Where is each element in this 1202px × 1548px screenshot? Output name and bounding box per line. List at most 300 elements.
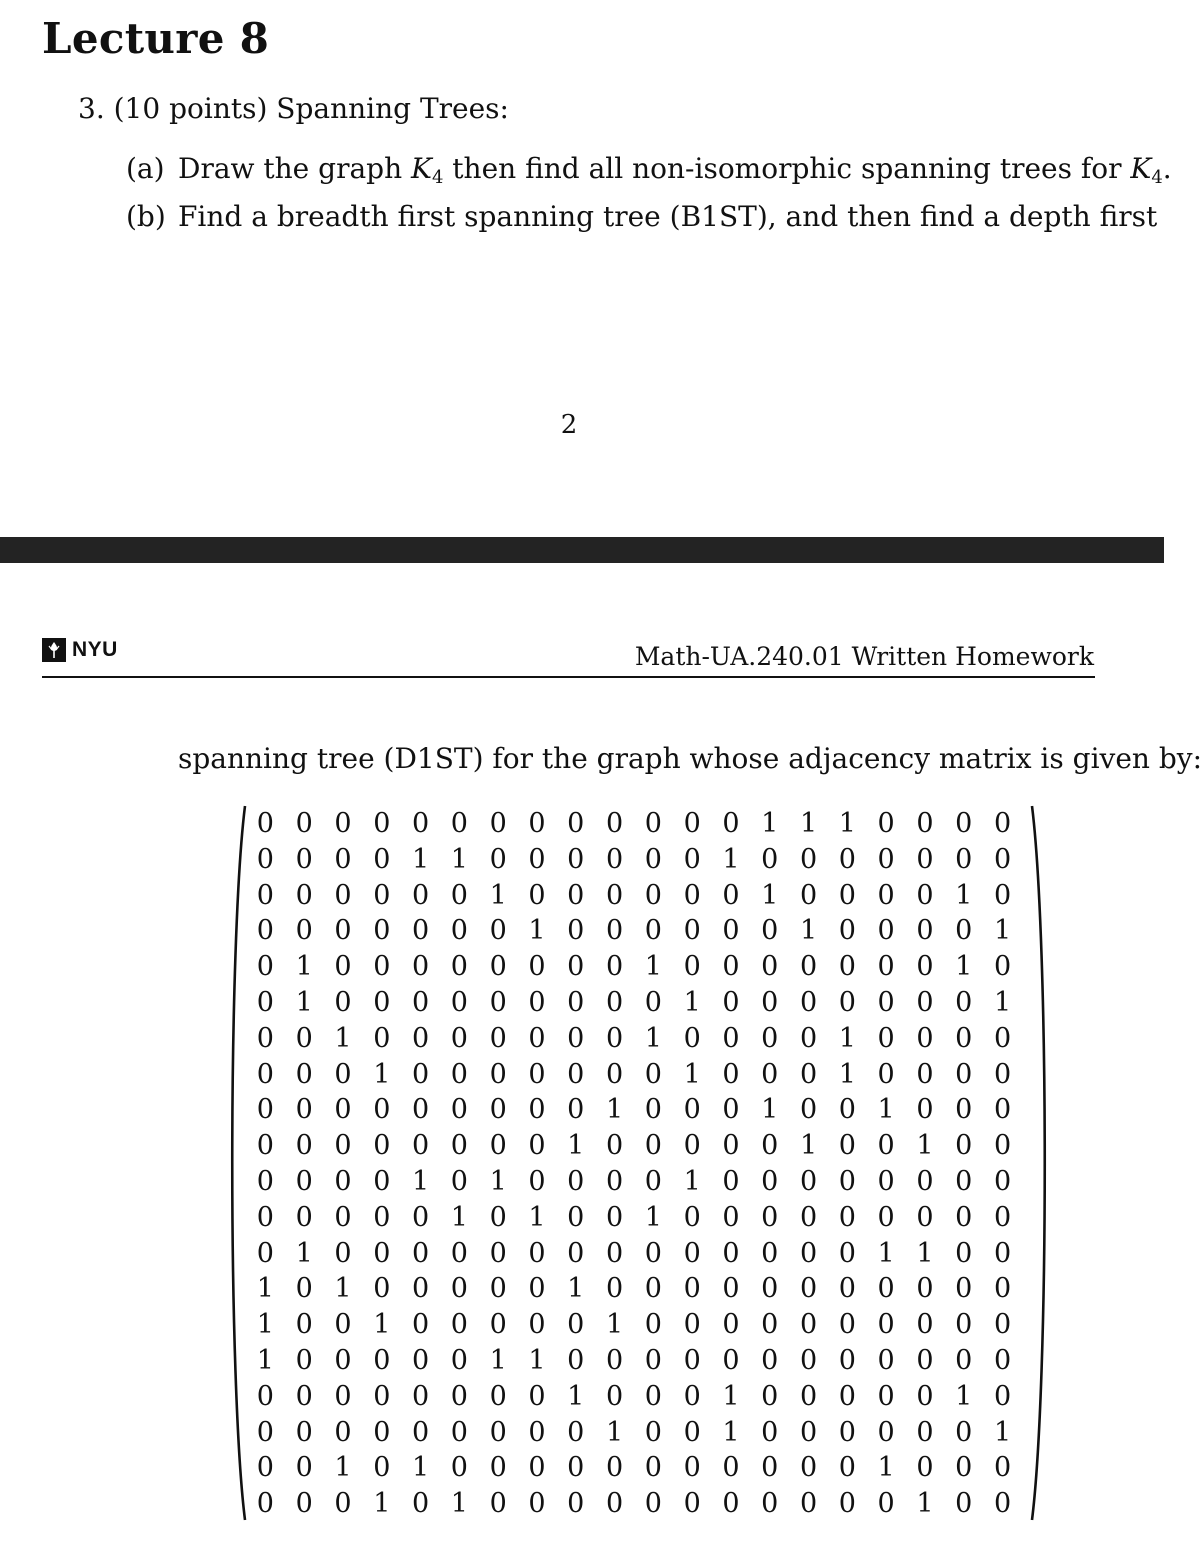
- matrix-cell: 0: [877, 1380, 895, 1412]
- matrix-cell: 0: [722, 1273, 740, 1305]
- matrix-cell: 0: [489, 1022, 507, 1054]
- matrix-cell: 1: [955, 1380, 973, 1412]
- matrix-cell: 0: [450, 879, 468, 911]
- matrix-cell: 1: [450, 1488, 468, 1520]
- matrix-cell: 0: [838, 986, 856, 1018]
- matrix-cell: 0: [256, 879, 274, 911]
- matrix-cell: 0: [450, 986, 468, 1018]
- matrix-cell: 0: [489, 915, 507, 947]
- matrix-cell: 0: [450, 1380, 468, 1412]
- matrix-cell: 0: [605, 1452, 624, 1484]
- matrix-cell: 0: [256, 1416, 274, 1448]
- matrix-cell: 0: [916, 1273, 934, 1305]
- matrix-cell: 0: [528, 1309, 546, 1341]
- matrix-cell: 0: [916, 1094, 934, 1126]
- matrix-cell: 1: [334, 1452, 352, 1484]
- matrix-cell: 0: [761, 1201, 779, 1233]
- matrix-cell: 0: [605, 1488, 624, 1520]
- matrix-cell: 0: [605, 879, 624, 911]
- matrix-cell: 1: [295, 986, 313, 1018]
- matrix-cell: 0: [799, 1022, 818, 1054]
- torch-icon: [42, 638, 66, 662]
- matrix-cell: 0: [567, 1058, 585, 1090]
- part-b-text: Find a breadth first spanning tree (B1ST), and then find a depth first: [178, 200, 1158, 233]
- matrix-cell: 0: [683, 879, 701, 911]
- matrix-cell: 0: [955, 1416, 973, 1448]
- matrix-cell: 0: [722, 879, 740, 911]
- matrix-cell: 0: [916, 1022, 934, 1054]
- matrix-cell: 0: [489, 808, 507, 839]
- matrix-cell: 0: [683, 1309, 701, 1341]
- matrix-cell: 0: [256, 915, 274, 947]
- matrix-cell: 0: [334, 1488, 352, 1520]
- matrix-cell: 0: [295, 808, 313, 839]
- matrix-cell: 0: [528, 1452, 546, 1484]
- matrix-cell: 0: [916, 1344, 934, 1376]
- matrix-cell: 0: [761, 843, 779, 875]
- matrix-cell: 0: [411, 1201, 430, 1233]
- matrix-cell: 0: [993, 1237, 1012, 1269]
- matrix-cell: 0: [993, 951, 1012, 983]
- matrix-cell: 1: [916, 1130, 934, 1162]
- matrix-cell: 0: [334, 1058, 352, 1090]
- matrix-cell: 0: [528, 986, 546, 1018]
- matrix-cell: 1: [838, 1022, 856, 1054]
- matrix-cell: 0: [644, 915, 662, 947]
- matrix-cell: 0: [955, 1201, 973, 1233]
- matrix-cell: 0: [838, 1130, 856, 1162]
- matrix-cell: 1: [334, 1273, 352, 1305]
- matrix-cell: 0: [450, 808, 468, 839]
- matrix-cell: 0: [916, 879, 934, 911]
- matrix-cell: 0: [799, 1273, 818, 1305]
- matrix-cell: 0: [450, 1452, 468, 1484]
- problem-number: 3.: [78, 92, 105, 125]
- matrix-cell: 0: [955, 1344, 973, 1376]
- matrix-cell: 0: [722, 1237, 740, 1269]
- matrix-cell: 0: [916, 843, 934, 875]
- matrix-cell: 0: [489, 951, 507, 983]
- matrix-cell: 0: [916, 915, 934, 947]
- matrix-cell: 0: [683, 915, 701, 947]
- matrix-cell: 0: [644, 986, 662, 1018]
- matrix-cell: 1: [761, 808, 779, 839]
- matrix-cell: 0: [528, 1416, 546, 1448]
- matrix-cell: 0: [450, 951, 468, 983]
- matrix-cell: 0: [334, 986, 352, 1018]
- matrix-cell: 0: [295, 1201, 313, 1233]
- matrix-cell: 0: [722, 1309, 740, 1341]
- matrix-cell: 0: [605, 1344, 624, 1376]
- matrix-cell: 0: [528, 1058, 546, 1090]
- matrix-cell: 0: [644, 1237, 662, 1269]
- matrix-cell: 0: [450, 915, 468, 947]
- matrix-cell: 0: [605, 951, 624, 983]
- matrix-cell: 0: [955, 1309, 973, 1341]
- matrix-cell: 0: [528, 1022, 546, 1054]
- matrix-cell: 0: [411, 879, 430, 911]
- matrix-cell: 0: [644, 1130, 662, 1162]
- matrix-cell: 0: [683, 1201, 701, 1233]
- matrix-cell: 0: [761, 1344, 779, 1376]
- matrix-cell: 0: [877, 1130, 895, 1162]
- matrix-cell: 1: [761, 879, 779, 911]
- matrix-cell: 0: [916, 1058, 934, 1090]
- matrix-cell: 1: [605, 1309, 624, 1341]
- matrix-cell: 0: [722, 986, 740, 1018]
- matrix-cell: 0: [838, 1344, 856, 1376]
- matrix-cell: 0: [605, 1022, 624, 1054]
- matrix-cell: 0: [722, 1165, 740, 1197]
- matrix-cell: 0: [567, 915, 585, 947]
- matrix-cell: 0: [256, 951, 274, 983]
- matrix-cell: 1: [373, 1058, 391, 1090]
- matrix-cell: 1: [838, 808, 856, 839]
- matrix-cell: 0: [644, 1309, 662, 1341]
- matrix-cell: 0: [605, 1058, 624, 1090]
- matrix-cell: 1: [567, 1273, 585, 1305]
- matrix-cell: 1: [411, 1165, 430, 1197]
- matrix-cell: 0: [256, 1094, 274, 1126]
- matrix-cell: 0: [916, 1309, 934, 1341]
- matrix-cell: 0: [373, 1416, 391, 1448]
- matrix-cell: 0: [567, 951, 585, 983]
- matrix-cell: 0: [799, 1380, 818, 1412]
- matrix-cell: 0: [761, 1058, 779, 1090]
- matrix-cell: 0: [761, 986, 779, 1018]
- matrix-cell: 0: [838, 1380, 856, 1412]
- matrix-cell: 0: [295, 1452, 313, 1484]
- matrix-cell: 0: [799, 1201, 818, 1233]
- matrix-cell: 0: [256, 986, 274, 1018]
- matrix-cell: 0: [916, 1416, 934, 1448]
- matrix-cell: 0: [567, 1309, 585, 1341]
- matrix-cell: 0: [722, 808, 740, 839]
- page-number: 2: [560, 410, 578, 440]
- matrix-cell: 0: [799, 1058, 818, 1090]
- matrix-cell: 1: [528, 1344, 546, 1376]
- matrix-cell: 0: [295, 843, 313, 875]
- matrix-cell: 0: [411, 1237, 430, 1269]
- matrix-cell: 0: [373, 1165, 391, 1197]
- matrix-cell: 1: [489, 1165, 507, 1197]
- matrix-cell: 0: [761, 1309, 779, 1341]
- matrix-cell: 0: [489, 1237, 507, 1269]
- matrix-cell: 0: [334, 1416, 352, 1448]
- matrix-cell: 1: [605, 1094, 624, 1126]
- matrix-cell: 0: [489, 1452, 507, 1484]
- matrix-cell: 0: [450, 1130, 468, 1162]
- matrix-cell: 0: [877, 808, 895, 839]
- matrix-cell: 0: [799, 1452, 818, 1484]
- matrix-cell: 0: [567, 1416, 585, 1448]
- matrix-cell: 0: [567, 1488, 585, 1520]
- matrix-cell: 1: [256, 1344, 274, 1376]
- matrix-cell: 0: [295, 1273, 313, 1305]
- matrix-cell: 0: [256, 808, 274, 839]
- matrix-cell: 1: [916, 1488, 934, 1520]
- matrix-cell: 0: [916, 1165, 934, 1197]
- matrix-cell: 1: [799, 808, 818, 839]
- matrix-cell: 0: [877, 1488, 895, 1520]
- matrix-cell: 0: [256, 1452, 274, 1484]
- matrix-cell: 1: [955, 951, 973, 983]
- matrix-cell: 0: [373, 951, 391, 983]
- matrix-cell: 0: [993, 1058, 1012, 1090]
- matrix-cell: 0: [411, 808, 430, 839]
- matrix-cell: 1: [334, 1022, 352, 1054]
- matrix-cell: 0: [683, 1130, 701, 1162]
- matrix-cell: 0: [334, 1094, 352, 1126]
- matrix-cell: 0: [838, 1237, 856, 1269]
- matrix-cell: 1: [916, 1237, 934, 1269]
- matrix-cell: 0: [955, 1165, 973, 1197]
- matrix-cell: 0: [877, 879, 895, 911]
- matrix-cell: 1: [411, 843, 430, 875]
- matrix-cell: 0: [722, 1452, 740, 1484]
- matrix-cell: 1: [450, 1201, 468, 1233]
- matrix-cell: 1: [761, 1094, 779, 1126]
- matrix-cell: 0: [605, 1165, 624, 1197]
- matrix-cell: 0: [993, 1201, 1012, 1233]
- matrix-cell: 0: [722, 1130, 740, 1162]
- matrix-cell: 0: [489, 1309, 507, 1341]
- matrix-cell: 0: [489, 1273, 507, 1305]
- matrix-cell: 0: [411, 1058, 430, 1090]
- matrix-cell: 0: [605, 1237, 624, 1269]
- part-a-text-before: Draw the graph: [178, 152, 412, 185]
- matrix-cell: 0: [683, 1022, 701, 1054]
- matrix-cell: 1: [722, 1380, 740, 1412]
- matrix-cell: 0: [916, 808, 934, 839]
- matrix-cell: 0: [683, 1344, 701, 1376]
- matrix-cell: 0: [644, 1416, 662, 1448]
- matrix-cell: 0: [528, 808, 546, 839]
- matrix-cell: 1: [644, 1201, 662, 1233]
- part-a-label: (a): [126, 152, 165, 185]
- matrix-cell: 0: [993, 1380, 1012, 1412]
- matrix-cell: 0: [411, 1488, 430, 1520]
- matrix-cell: 0: [644, 1058, 662, 1090]
- matrix-cell: 0: [799, 1309, 818, 1341]
- matrix-cell: 0: [567, 1344, 585, 1376]
- matrix-cell: 1: [644, 951, 662, 983]
- matrix-cell: 0: [683, 808, 701, 839]
- matrix-cell: 0: [489, 986, 507, 1018]
- matrix-cell: 0: [838, 1309, 856, 1341]
- matrix-cell: 0: [528, 1165, 546, 1197]
- part-a-math-subscript-2: 4: [1151, 167, 1163, 188]
- matrix-cell: 0: [411, 1309, 430, 1341]
- matrix-cell: 0: [838, 915, 856, 947]
- matrix-cell: 0: [993, 1165, 1012, 1197]
- matrix-cell: 0: [799, 951, 818, 983]
- part-a-text-middle: then find all non-isomorphic spanning trees for: [443, 152, 1131, 185]
- matrix-cell: 0: [955, 1130, 973, 1162]
- matrix-cell: 0: [411, 1344, 430, 1376]
- matrix-cell: 0: [993, 1344, 1012, 1376]
- matrix-cell: 0: [373, 1273, 391, 1305]
- matrix-cell: 0: [605, 1273, 624, 1305]
- matrix-cell: 0: [838, 1452, 856, 1484]
- matrix-cell: 0: [761, 1452, 779, 1484]
- matrix-cell: 0: [489, 1416, 507, 1448]
- matrix-cell: 0: [605, 915, 624, 947]
- matrix-cell: 0: [489, 843, 507, 875]
- matrix-cell: 0: [295, 1488, 313, 1520]
- matrix-cell: 1: [683, 1058, 701, 1090]
- matrix-cell: 0: [644, 1094, 662, 1126]
- header-rule: [42, 676, 1095, 678]
- matrix-cell: 0: [722, 1201, 740, 1233]
- matrix-cell: 0: [838, 1488, 856, 1520]
- matrix-cell: 1: [722, 1416, 740, 1448]
- matrix-cell: 0: [761, 1130, 779, 1162]
- matrix-cell: 0: [567, 1452, 585, 1484]
- matrix-cell: 0: [644, 808, 662, 839]
- matrix-cell: 1: [528, 1201, 546, 1233]
- matrix-cell: 0: [450, 1416, 468, 1448]
- matrix-cell: 0: [489, 1058, 507, 1090]
- matrix-cell: 0: [877, 915, 895, 947]
- matrix-cell: 0: [722, 1344, 740, 1376]
- matrix-cell: 1: [450, 843, 468, 875]
- matrix-cell: 0: [295, 1094, 313, 1126]
- matrix-cell: 0: [295, 1380, 313, 1412]
- matrix-cell: 0: [373, 915, 391, 947]
- matrix-cell: 1: [799, 915, 818, 947]
- matrix-cell: 0: [334, 1130, 352, 1162]
- page-divider: [0, 537, 1164, 563]
- matrix-cell: 0: [955, 1452, 973, 1484]
- matrix-cell: 0: [644, 1165, 662, 1197]
- matrix-cell: 0: [411, 986, 430, 1018]
- matrix-cell: 0: [295, 1165, 313, 1197]
- matrix-cell: 0: [334, 808, 352, 839]
- matrix-cell: 1: [838, 1058, 856, 1090]
- matrix-cell: 0: [683, 1452, 701, 1484]
- matrix-cell: 0: [295, 1416, 313, 1448]
- matrix-cell: 0: [295, 1309, 313, 1341]
- matrix-cell: 0: [799, 1094, 818, 1126]
- matrix-cell: 0: [877, 1058, 895, 1090]
- matrix-cell: 0: [683, 1237, 701, 1269]
- matrix-cell: 1: [877, 1237, 895, 1269]
- matrix-cell: 0: [373, 986, 391, 1018]
- matrix-cell: 0: [334, 951, 352, 983]
- matrix-cell: 0: [683, 1488, 701, 1520]
- matrix-cell: 0: [993, 1273, 1012, 1305]
- part-a-math-k: K: [411, 152, 432, 185]
- matrix-cell: 1: [256, 1273, 274, 1305]
- matrix-cell: 0: [567, 879, 585, 911]
- matrix-cell: 0: [450, 1022, 468, 1054]
- matrix-cell: 0: [877, 1273, 895, 1305]
- matrix-cell: 0: [295, 915, 313, 947]
- matrix-cell: 0: [567, 1094, 585, 1126]
- matrix-cell: 0: [373, 1237, 391, 1269]
- matrix-cell: 0: [722, 1058, 740, 1090]
- matrix-cell: 1: [295, 951, 313, 983]
- matrix-cell: 0: [644, 1488, 662, 1520]
- matrix-cell: 0: [993, 1309, 1012, 1341]
- matrix-cell: 1: [295, 1237, 313, 1269]
- matrix-cell: 0: [955, 915, 973, 947]
- matrix-cell: 0: [993, 808, 1012, 839]
- matrix-cell: 0: [799, 1344, 818, 1376]
- matrix-cell: 0: [411, 1380, 430, 1412]
- matrix-cell: 0: [993, 1094, 1012, 1126]
- matrix-cell: 0: [683, 951, 701, 983]
- matrix-cell: 0: [411, 1094, 430, 1126]
- matrix-cell: 1: [683, 1165, 701, 1197]
- matrix-cell: 0: [295, 1130, 313, 1162]
- matrix-cell: 0: [799, 1416, 818, 1448]
- matrix-cell: 0: [722, 915, 740, 947]
- matrix-cell: 0: [838, 1094, 856, 1126]
- matrix-cell: 0: [295, 1058, 313, 1090]
- matrix-cell: 1: [993, 915, 1012, 947]
- matrix-cell: 0: [567, 1022, 585, 1054]
- matrix-cell: 0: [722, 1488, 740, 1520]
- part-a-math-subscript: 4: [431, 167, 444, 188]
- matrix-cell: 0: [373, 1022, 391, 1054]
- matrix-cell: 0: [373, 1380, 391, 1412]
- matrix-cell: 0: [838, 951, 856, 983]
- matrix-cell: 0: [916, 986, 934, 1018]
- part-a: [126, 152, 1172, 188]
- matrix-cell: 0: [799, 1488, 818, 1520]
- matrix-cell: 0: [761, 1380, 779, 1412]
- matrix-cell: 0: [334, 915, 352, 947]
- matrix-cell: 1: [256, 1309, 274, 1341]
- matrix-cell: 0: [916, 1201, 934, 1233]
- matrix-cell: 0: [838, 879, 856, 911]
- adjacency-matrix: [226, 802, 1051, 1524]
- matrix-cell: 0: [761, 915, 779, 947]
- matrix-cell: 1: [993, 986, 1012, 1018]
- matrix-cell: 1: [799, 1130, 818, 1162]
- matrix-cell: 1: [683, 986, 701, 1018]
- matrix-cell: 0: [761, 1416, 779, 1448]
- matrix-cell: 0: [528, 1130, 546, 1162]
- matrix-cell: 0: [528, 879, 546, 911]
- nyu-logo: [42, 638, 118, 662]
- matrix-cell: 0: [411, 951, 430, 983]
- matrix-cell: 0: [411, 1416, 430, 1448]
- matrix-cell: 0: [450, 1273, 468, 1305]
- matrix-cell: 0: [722, 951, 740, 983]
- part-b-label: (b): [126, 200, 166, 233]
- matrix-cell: 0: [916, 951, 934, 983]
- matrix-cell: 0: [450, 1344, 468, 1376]
- matrix-cell: 0: [373, 843, 391, 875]
- matrix-cell: 1: [411, 1452, 430, 1484]
- matrix-cell: 0: [528, 1380, 546, 1412]
- matrix-cell: 0: [877, 1416, 895, 1448]
- matrix-cell: 0: [955, 986, 973, 1018]
- matrix-cell: 0: [605, 986, 624, 1018]
- matrix-cell: 0: [567, 1165, 585, 1197]
- matrix-cell: 0: [955, 1488, 973, 1520]
- matrix-cell: 0: [955, 1094, 973, 1126]
- matrix-cell: 0: [877, 843, 895, 875]
- matrix-cell: 1: [373, 1309, 391, 1341]
- matrix-cell: 0: [955, 843, 973, 875]
- matrix-cell: 0: [644, 843, 662, 875]
- matrix-cell: 0: [877, 951, 895, 983]
- matrix-cell: 0: [761, 1165, 779, 1197]
